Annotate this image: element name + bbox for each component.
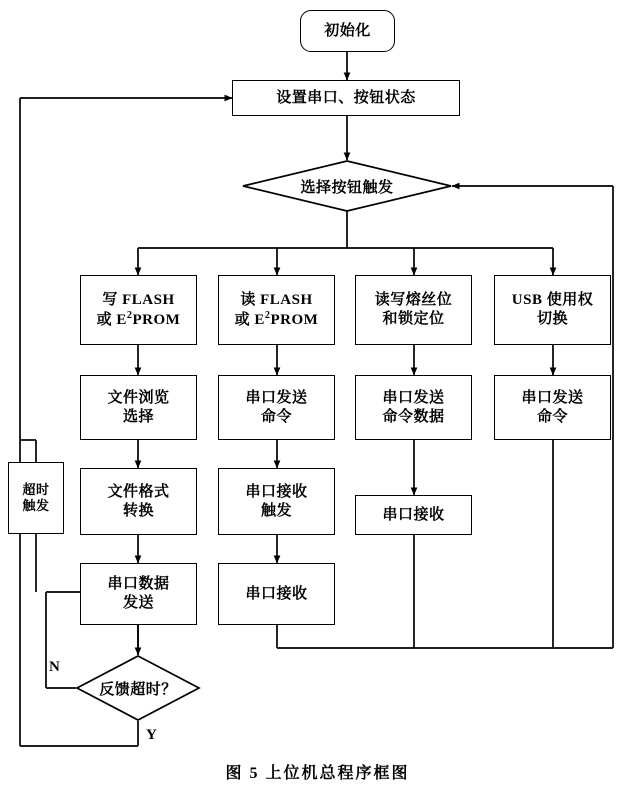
node-setup-serial-button	[232, 80, 460, 116]
node-initialize-label: 初始化	[324, 22, 371, 39]
node-file-browse-line2: 选择	[122, 408, 154, 425]
node-fuse-lock-bits-line1: 读写熔丝位	[374, 292, 453, 309]
node-fuse-lock-bits-line2: 和锁定位	[382, 311, 445, 327]
figure-caption: 图 5 上位机总程序框图	[225, 765, 410, 782]
node-read-flash	[218, 275, 335, 345]
node-serial-send-command-usb	[494, 375, 611, 440]
node-setup-serial-button-label: 设置串口、按钮状态	[276, 89, 416, 106]
node-serial-send-command-usb-line1: 串口发送	[521, 389, 584, 406]
node-serial-data-send-line1: 串口数据	[107, 576, 170, 593]
node-file-browse	[80, 375, 197, 440]
node-serial-data-send-line2: 发送	[122, 595, 154, 611]
node-write-flash-line2: 或 $E^2PROM$	[96, 309, 181, 328]
node-file-format-convert	[80, 468, 197, 535]
node-serial-send-command-data-line2: 命令数据	[382, 408, 445, 425]
node-serial-send-command-data-line1: 串口发送	[382, 389, 445, 406]
node-file-browse-line1: 文件浏览	[107, 389, 170, 406]
node-file-format-convert-line2: 转换	[122, 502, 154, 519]
decision-feedback-timeout-label: 反馈超时？	[99, 681, 177, 698]
node-initialize	[300, 10, 395, 52]
decision-select-button-trigger	[242, 160, 452, 212]
node-file-format-convert-line1: 文件格式	[107, 483, 170, 500]
node-serial-receive-trigger-line2: 触发	[260, 502, 292, 519]
node-serial-receive	[218, 563, 335, 625]
node-timeout-trigger	[8, 462, 64, 534]
node-serial-data-send	[80, 563, 197, 625]
node-serial-send-command-data	[355, 375, 472, 440]
decision-select-button-trigger-label: 选择按钮触发	[300, 179, 394, 196]
node-timeout-trigger-line1: 超时	[22, 482, 50, 498]
branch-label-no: N	[49, 659, 60, 675]
node-read-flash-line2: 或 $E^2PROM$	[234, 309, 319, 328]
branch-label-yes: Y	[146, 727, 157, 743]
node-serial-send-command-usb-line2: 命令	[536, 408, 568, 425]
decision-feedback-timeout	[76, 655, 200, 721]
node-write-flash	[80, 275, 197, 345]
node-read-flash-line1: 读 FLASH	[240, 291, 313, 308]
node-serial-send-command-line1: 串口发送	[245, 389, 308, 406]
node-serial-receive-trigger-line1: 串口接收	[245, 483, 308, 500]
node-usb-switch-line2: 切换	[536, 311, 568, 327]
node-write-flash-line1: 写 FLASH	[102, 291, 175, 308]
node-serial-send-command-line2: 命令	[260, 408, 292, 425]
node-fuse-lock-bits	[355, 275, 472, 345]
node-usb-switch	[494, 275, 611, 345]
node-serial-receive-label: 串口接收	[245, 585, 308, 602]
node-serial-send-command	[218, 375, 335, 440]
node-usb-switch-line1: USB 使用权	[511, 292, 594, 309]
node-timeout-trigger-line2: 触发	[22, 498, 50, 513]
node-serial-receive-fuse	[355, 495, 472, 535]
node-serial-receive-fuse-label: 串口接收	[382, 506, 445, 523]
node-serial-receive-trigger	[218, 468, 335, 535]
